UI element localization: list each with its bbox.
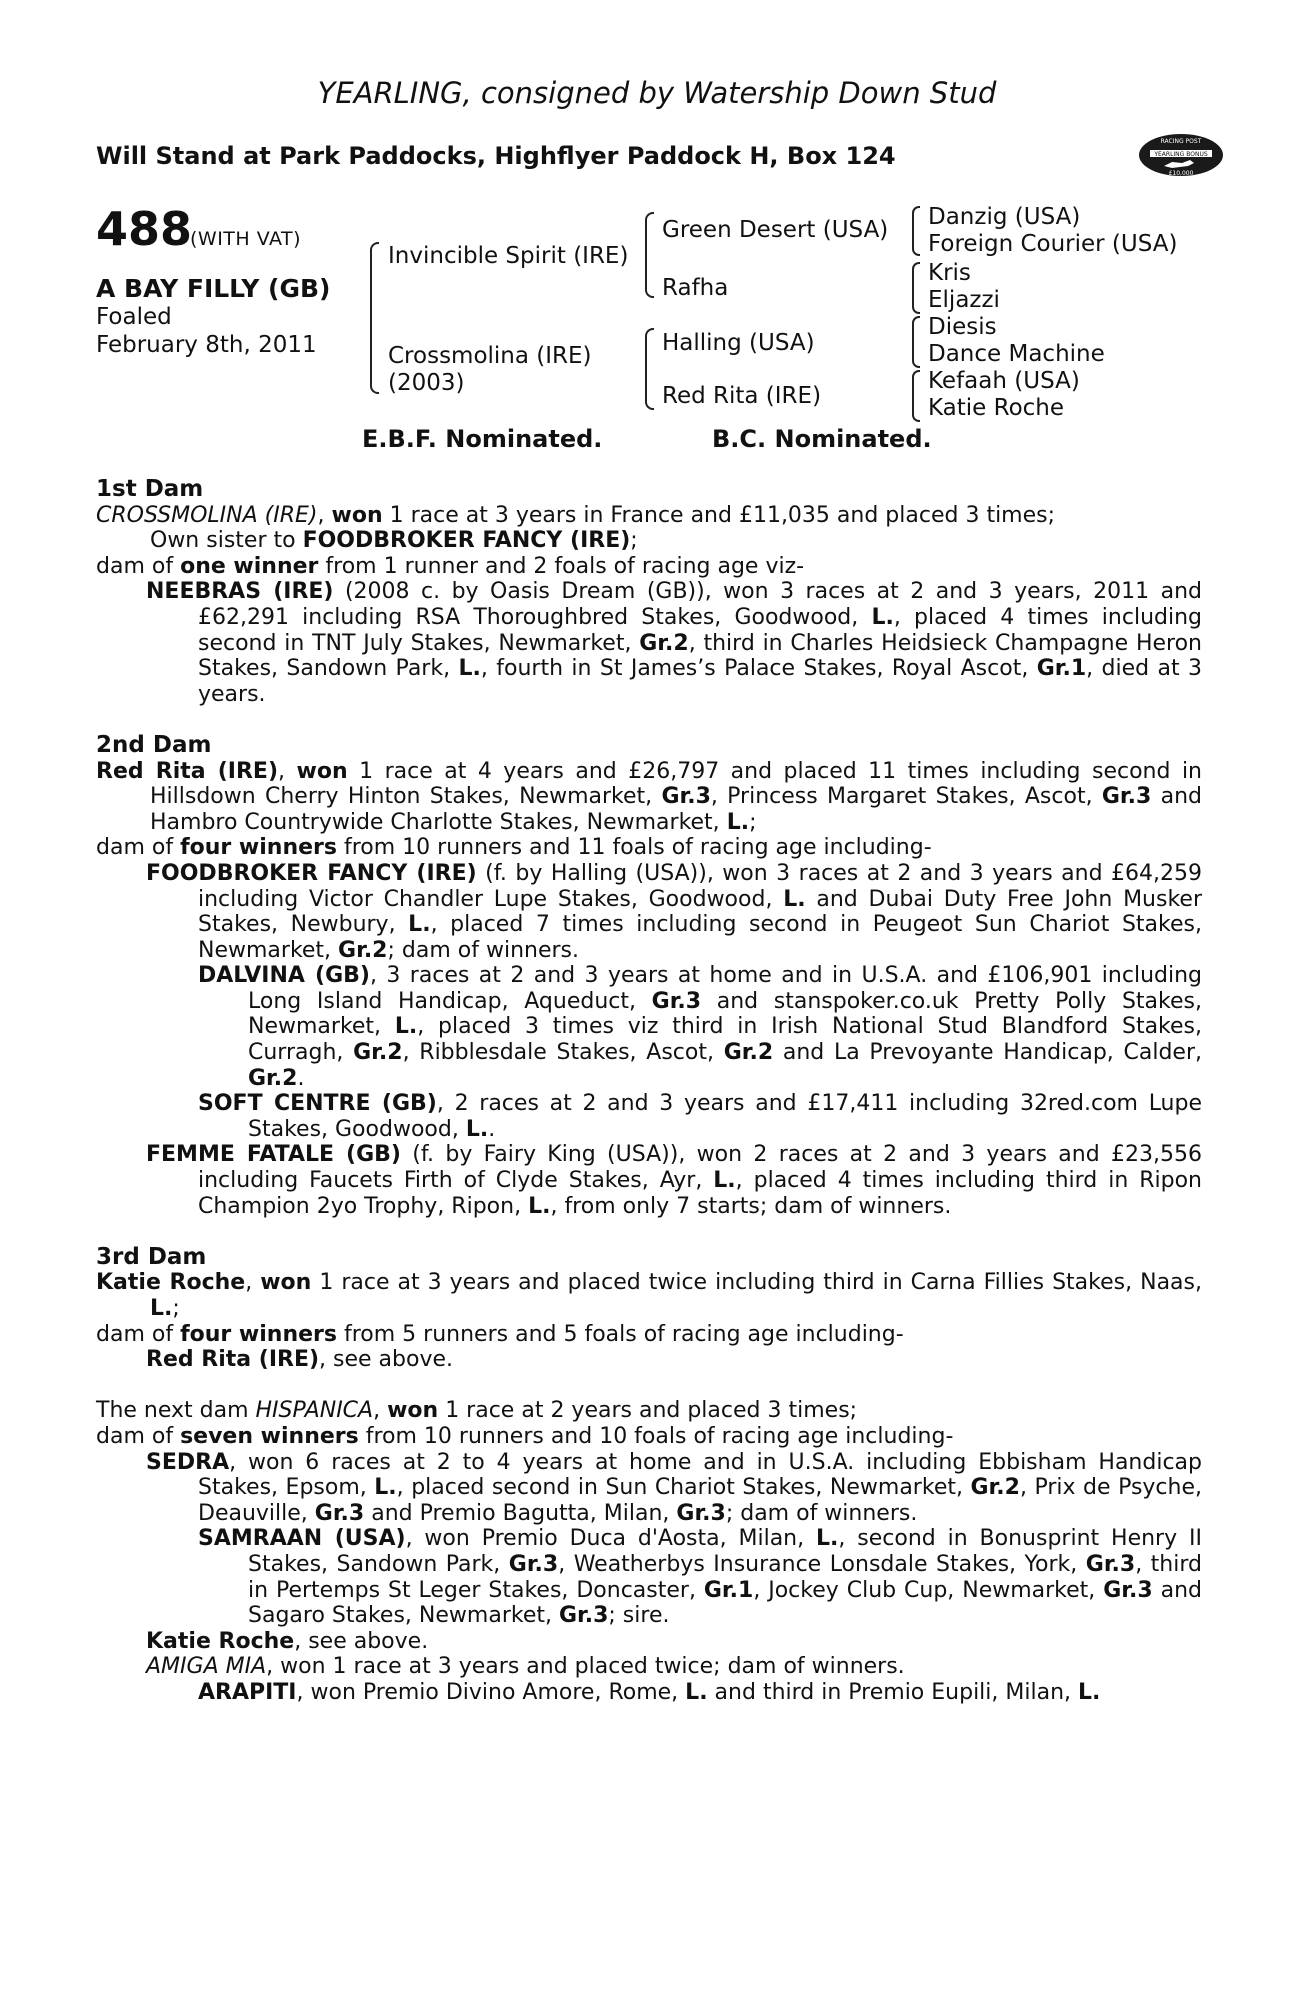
won-label: won: [331, 502, 383, 528]
page-title: YEARLING, consigned by Watership Down Stud: [317, 76, 997, 110]
grand-progeny-entry: [96, 963, 1202, 1091]
grade: Gr.3: [661, 784, 711, 810]
second-dam-section: [96, 733, 1202, 1219]
grade: L.: [408, 912, 431, 938]
third-dam-heading: 3rd Dam: [96, 1243, 207, 1270]
progeny-entry: [96, 1654, 1202, 1680]
text: ; dam of winners.: [725, 1500, 918, 1526]
grade: L.: [374, 1475, 397, 1501]
text: (2008 c. by Oasis Dream (GB)), won 3 races at 2 and 3 years, 2011 and £62,291 including RSA Thoroughbred Stakes, Goodwood,: [198, 579, 1202, 630]
text: , 2 races at 2 and 3 years and £17,411 including 32red.com Lupe Stakes, Goodwood,: [248, 1091, 1203, 1142]
text: dam of: [96, 1423, 181, 1449]
dam-of-line: [96, 1322, 1202, 1348]
pedigree-sire-sire: Green Desert (USA): [662, 217, 889, 243]
lot-number: 488: [96, 202, 193, 256]
text: and third in Premio Eupili, Milan,: [707, 1679, 1079, 1705]
badge-amount-text: £10,000: [1168, 170, 1194, 177]
text: and Hambro Countrywide Charlotte Stakes, Newmarket,: [150, 784, 1202, 835]
grand-progeny-entry: [96, 1680, 1202, 1706]
dam-name: Red Rita (IRE): [96, 758, 279, 784]
text: , placed 3 times viz third in Irish National Stud Blandford Stakes, Curragh,: [248, 1014, 1202, 1066]
text: , second in Bonusprint Henry II Stakes, Sandown Park,: [248, 1526, 1202, 1577]
lot-description: A BAY FILLY (GB): [96, 274, 331, 303]
grade: Gr.2: [970, 1475, 1020, 1501]
dam-of-line: [96, 1424, 1202, 1450]
text: dam of: [96, 553, 181, 579]
grade: L.: [713, 1168, 736, 1194]
ebf-nominated: E.B.F. Nominated.: [362, 425, 603, 453]
pedigree-g7: Kefaah (USA): [928, 368, 1080, 394]
brace-sire-dam: [370, 242, 379, 394]
text: (f. by Fairy King (USA)), won 2 races at 2 and 3 years and £23,556 including Faucets Firth of Clyde Stakes, Ayr,: [198, 1142, 1202, 1194]
first-dam-record: CROSSMOLINA (IRE), won 1 race at 3 years in France and £11,035 and placed 3 times;: [96, 502, 1056, 528]
grade: Gr.2: [639, 630, 689, 656]
won-label: won: [387, 1398, 439, 1424]
grade: Gr.3: [1103, 1577, 1153, 1603]
horse-name: Katie Roche: [146, 1628, 295, 1654]
foaled-info: [96, 303, 317, 359]
text: , Jockey Club Cup, Newmarket,: [753, 1577, 1104, 1603]
own-sister-line: [96, 528, 1202, 554]
text: , third in Pertemps St Leger Stakes, Doncaster,: [248, 1551, 1202, 1603]
pedigree-dam-dam: Red Rita (IRE): [662, 383, 822, 409]
text: and Dubai Duty Free John Musker Stakes, Newbury,: [198, 886, 1202, 938]
text: ;: [749, 809, 757, 835]
pedigree-g3: Kris: [928, 260, 971, 286]
pedigree-g4: Eljazzi: [928, 287, 1000, 313]
text: and stanspoker.co.uk Pretty Polly Stakes, Newmarket,: [248, 988, 1202, 1040]
winners-count: seven winners: [180, 1423, 359, 1449]
stand-location: Will Stand at Park Paddocks, Highflyer Paddock H, Box 124: [96, 142, 896, 170]
text: , won 1 race at 3 years and placed twice; dam of winners.: [266, 1654, 905, 1680]
grade: Gr.2: [723, 1040, 774, 1066]
text: from 10 runners and 11 foals of racing age including-: [337, 835, 932, 861]
horse-name: SEDRA: [146, 1449, 230, 1475]
progeny-entry: [96, 1450, 1202, 1527]
won-label: won: [260, 1270, 312, 1296]
second-dam-record: Red Rita (IRE), won 1 race at 4 years and £26,797 and placed 11 times including second in Hillsdown Cherry Hinton Stakes, Newmarket, Gr.3, Princess Margaret Stakes, Ascot, Gr.3 and Hambro Countrywide Charlotte Stakes, Newmarket, L.;: [96, 758, 1202, 835]
bc-nominated: B.C. Nominated.: [712, 425, 932, 453]
pedigree-g6: Dance Machine: [928, 341, 1105, 367]
grade: Gr.1: [1036, 656, 1087, 682]
catalogue-body: [96, 477, 1202, 1706]
grade: Gr.3: [651, 988, 702, 1014]
text: , Prix de Psyche, Deauville,: [198, 1475, 1202, 1526]
won-label: won: [296, 758, 348, 784]
dam-name: CROSSMOLINA (IRE): [96, 502, 318, 528]
text: , 3 races at 2 and 3 years at home and in U.S.A. and £106,901 including Long Island Handicap, Aqueduct,: [248, 963, 1202, 1014]
grade: L.: [528, 1193, 551, 1219]
grade: Gr.2: [338, 937, 388, 963]
text: dam of: [96, 1321, 181, 1347]
progeny-entry: [96, 579, 1202, 707]
text: , Weatherbys Insurance Lonsdale Stakes, York,: [558, 1551, 1086, 1577]
text: , third in Charles Heidsieck Champagne Heron Stakes, Sandown Park,: [198, 630, 1202, 682]
progeny-entry: [96, 1347, 1202, 1373]
winners-count: one winner: [180, 553, 319, 579]
text: ; sire.: [608, 1603, 670, 1629]
brace-dam-parents: [645, 328, 654, 410]
next-dam-section: [96, 1398, 1202, 1705]
first-dam-heading: 1st Dam: [96, 476, 204, 502]
text: ;: [630, 528, 638, 554]
badge-mid-text: YEARLING BONUS: [1154, 151, 1208, 158]
grade: Gr.3: [676, 1500, 726, 1526]
brace-sire-parents: [645, 212, 654, 298]
second-dam-heading: 2nd Dam: [96, 731, 212, 758]
text: Own sister to: [150, 528, 303, 554]
dam-name: Katie Roche: [96, 1270, 246, 1296]
grade: Gr.3: [558, 1603, 609, 1629]
brace-g4: [912, 370, 920, 422]
grade: L.: [726, 809, 750, 835]
yearling-bonus-logo-icon: [1136, 130, 1226, 180]
pedigree-sire: Invincible Spirit (IRE): [388, 243, 629, 269]
text: ;: [172, 1296, 180, 1321]
grade: L.: [685, 1679, 708, 1705]
text: , placed 4 times including second in TNT July Stakes, Newmarket,: [198, 604, 1202, 656]
horse-name: ARAPITI: [198, 1679, 297, 1705]
grade: L.: [871, 604, 894, 630]
text: , Ribblesdale Stakes, Ascot,: [402, 1040, 724, 1066]
text: from 1 runner and 2 foals of racing age viz-: [318, 553, 805, 579]
pedigree-dam-sire: Halling (USA): [662, 330, 815, 356]
text: , fourth in St James’s Palace Stakes, Royal Ascot,: [480, 656, 1037, 682]
horse-name: NEEBRAS (IRE): [146, 579, 334, 605]
horse-name: SOFT CENTRE (GB): [198, 1091, 437, 1117]
text: The next dam: [96, 1398, 256, 1424]
horse-name: FOODBROKER FANCY (IRE): [146, 860, 477, 886]
dam-of-line: [96, 554, 1202, 580]
grade: Gr.3: [1101, 784, 1152, 810]
text: and La Prevoyante Handicap, Calder,: [773, 1040, 1203, 1066]
next-dam-record: The next dam HISPANICA, won 1 race at 2 years and placed 3 times;: [96, 1398, 858, 1424]
winners-count: four winners: [180, 835, 337, 861]
brace-g1: [912, 206, 920, 256]
horse-name: Red Rita (IRE): [146, 1347, 320, 1373]
text: , see above.: [294, 1628, 429, 1654]
grade: L.: [458, 656, 481, 682]
third-dam-section: [96, 1245, 1202, 1373]
text: , won 6 races at 2 to 4 years at home and in U.S.A. including Ebbisham Handicap Stakes, Epsom,: [198, 1449, 1202, 1501]
pedigree-dam-year: (2003): [388, 370, 465, 396]
text: , won Premio Duca d'Aosta, Milan,: [405, 1526, 817, 1552]
progeny-entry: [96, 1629, 1202, 1655]
text: , Princess Margaret Stakes, Ascot,: [710, 784, 1102, 810]
grade: L.: [1078, 1679, 1101, 1705]
pedigree-sire-dam: Rafha: [662, 275, 729, 301]
brace-g3: [912, 316, 920, 368]
pedigree-g2: Foreign Courier (USA): [928, 231, 1178, 257]
progeny-entry: [96, 1142, 1202, 1219]
text: 1 race at 3 years in France and £11,035 and placed 3 times;: [382, 502, 1056, 528]
text: and Sagaro Stakes, Newmarket,: [248, 1577, 1202, 1629]
pedigree-g5: Diesis: [928, 314, 997, 340]
horse-name: FOODBROKER FANCY (IRE): [302, 528, 631, 554]
text: , won Premio Divino Amore, Rome,: [296, 1679, 686, 1705]
pedigree-dam: Crossmolina (IRE): [388, 343, 592, 369]
grade: Gr.2: [353, 1040, 403, 1066]
grand-progeny-entry: [96, 1091, 1202, 1142]
grade: Gr.3: [508, 1551, 559, 1577]
yearling-bonus-badge: [1136, 130, 1226, 184]
third-dam-record: Katie Roche, won 1 race at 3 years and placed twice including third in Carna Fillies Stakes, Naas, L.;: [96, 1270, 1202, 1321]
text: dam of: [96, 835, 181, 861]
grade: Gr.3: [1085, 1551, 1136, 1577]
text: , placed second in Sun Chariot Stakes, Newmarket,: [396, 1475, 971, 1501]
grade: Gr.1: [703, 1577, 754, 1603]
grade: L.: [816, 1526, 839, 1552]
text: , see above.: [319, 1347, 454, 1373]
text: .: [488, 1116, 496, 1142]
text: 1 race at 2 years and placed 3 times;: [438, 1398, 858, 1424]
text: 1 race at 4 years and £26,797 and placed 11 times including second in Hillsdown Cherry Hinton Stakes, Newmarket,: [150, 758, 1202, 810]
horse-name: SAMRAAN (USA): [198, 1526, 406, 1552]
vat-note: (WITH VAT): [190, 228, 302, 250]
grade: L.: [150, 1296, 173, 1321]
grand-progeny-entry: [96, 1526, 1202, 1628]
text: ; dam of winners.: [387, 937, 579, 963]
text: from 5 runners and 5 foals of racing age including-: [337, 1321, 904, 1347]
pedigree-g8: Katie Roche: [928, 395, 1065, 421]
text: and Premio Bagutta, Milan,: [364, 1500, 677, 1526]
horse-name: FEMME FATALE (GB): [146, 1142, 401, 1168]
text: from 10 runners and 10 foals of racing age including-: [358, 1423, 954, 1449]
pedigree-g1: Danzig (USA): [928, 204, 1081, 230]
dam-of-line: [96, 835, 1202, 861]
badge-top-text: RACING POST: [1160, 138, 1202, 145]
brace-g2: [912, 262, 920, 314]
foaled-label: Foaled: [96, 304, 172, 330]
text: .: [297, 1065, 305, 1091]
grade: Gr.3: [314, 1500, 365, 1526]
text: , placed 4 times including third in Ripon Champion 2yo Trophy, Ripon,: [198, 1168, 1202, 1219]
dam-name: HISPANICA: [255, 1398, 374, 1424]
progeny-entry: [96, 861, 1202, 963]
horse-name: AMIGA MIA: [146, 1654, 267, 1680]
foaled-date: February 8th, 2011: [96, 332, 317, 358]
grade: L.: [783, 886, 806, 912]
first-dam-section: [96, 477, 1202, 707]
text: , from only 7 starts; dam of winners.: [550, 1193, 952, 1219]
text: 1 race at 3 years and placed twice including third in Carna Fillies Stakes, Naas,: [311, 1270, 1202, 1296]
grade: Gr.2: [248, 1065, 298, 1091]
horse-name: DALVINA (GB): [198, 963, 370, 989]
text: (f. by Halling (USA)), won 3 races at 2 and 3 years and £64,259 including Victor Chandler Lupe Stakes, Goodwood,: [198, 860, 1202, 912]
text: , placed 7 times including second in Peugeot Sun Chariot Stakes, Newmarket,: [198, 912, 1202, 963]
text: , died at 3 years.: [198, 656, 1202, 707]
winners-count: four winners: [180, 1321, 337, 1347]
grade: L.: [394, 1014, 418, 1040]
grade: L.: [465, 1116, 489, 1142]
